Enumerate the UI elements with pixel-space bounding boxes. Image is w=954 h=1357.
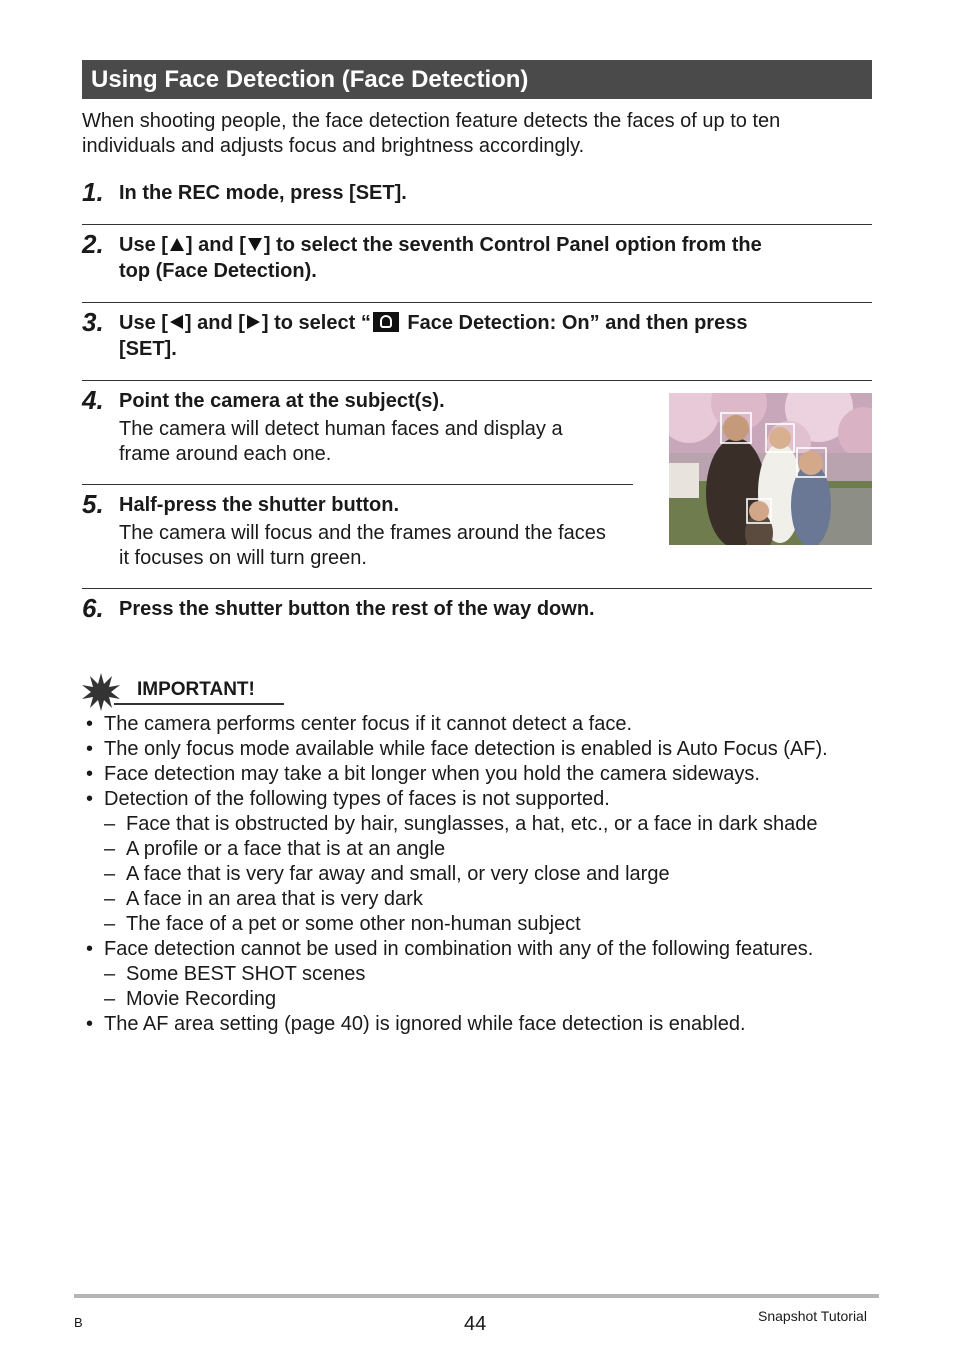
step-5-body-line2: it focuses on will turn green. <box>119 547 367 569</box>
step-6-number: 6. <box>82 593 104 623</box>
sub-list-item: – A face that is very far away and small, or very close and large <box>86 862 886 887</box>
step-6-text: Press the shutter button the rest of the way down. <box>119 598 595 620</box>
photo-illustration <box>669 393 872 545</box>
list-item: • The only focus mode available while face detection is enabled is Auto Focus (AF). <box>86 737 886 762</box>
list-item: • Face detection may take a bit longer when you hold the camera sideways. <box>86 762 886 787</box>
divider <box>82 224 872 225</box>
step-4-body-line1: The camera will detect human faces and display a <box>119 418 563 440</box>
important-underline <box>114 703 284 705</box>
step-5-text: Half-press the shutter button. <box>119 494 400 516</box>
step-3-text-a: Use [ <box>119 312 168 334</box>
section-title: Using Face Detection (Face Detection) <box>82 60 872 99</box>
face-detection-icon <box>373 312 399 332</box>
step-3-text <box>119 310 747 336</box>
footer-section-name: Snapshot Tutorial <box>758 1308 867 1324</box>
footer-language-code: B <box>74 1315 83 1330</box>
list-item: • Face detection cannot be used in combination with any of the following features. <box>86 937 886 962</box>
step-3-text-d: Face Detection: On” and then press <box>401 312 748 334</box>
face-detection-example-photo <box>669 393 872 545</box>
sub-list-item: – Movie Recording <box>86 987 886 1012</box>
step-3-number: 3. <box>82 307 104 337</box>
divider <box>82 380 872 381</box>
divider <box>82 588 872 589</box>
step-5-number: 5. <box>82 489 104 519</box>
divider <box>82 484 633 485</box>
intro-paragraph: When shooting people, the face detection feature detects the faces of up to ten individuals and adjusts focus and brightness accordingly. <box>82 110 781 157</box>
step-4-body-line2: frame around each one. <box>119 443 332 465</box>
sub-list-item: – A face in an area that is very dark <box>86 887 886 912</box>
right-arrow-icon <box>247 315 260 329</box>
list-item: • Detection of the following types of faces is not supported. <box>86 787 886 812</box>
left-arrow-icon <box>170 315 183 329</box>
down-arrow-icon <box>248 238 262 251</box>
step-2-text-c: ] to select the seventh Control Panel option from the <box>263 234 762 256</box>
list-item: • The AF area setting (page 40) is ignored while face detection is enabled. <box>86 1012 886 1037</box>
up-arrow-icon <box>170 238 184 251</box>
step-2-text-a: Use [ <box>119 234 168 256</box>
step-3-text-line2: [SET]. <box>119 338 177 360</box>
step-2-text <box>119 232 762 258</box>
page-number: 44 <box>464 1313 487 1335</box>
list-item: • The camera performs center focus if it cannot detect a face. <box>86 712 886 737</box>
footer-rule <box>74 1294 879 1298</box>
sub-list-item: – A profile or a face that is at an angle <box>86 837 886 862</box>
step-2-text-line2: top (Face Detection). <box>119 260 317 282</box>
step-1-number: 1. <box>82 177 104 207</box>
sub-list-item: – The face of a pet or some other non-human subject <box>86 912 886 937</box>
step-2-number: 2. <box>82 229 104 259</box>
step-2-text-b: ] and [ <box>185 234 246 256</box>
step-3-text-b: ] and [ <box>184 312 245 334</box>
step-4-text: Point the camera at the subject(s). <box>119 390 445 412</box>
step-4-number: 4. <box>82 385 104 415</box>
sub-list-item: – Some BEST SHOT scenes <box>86 962 886 987</box>
important-burst-icon <box>82 673 120 711</box>
divider <box>82 302 872 303</box>
step-3-text-c: ] to select “ <box>261 312 371 334</box>
important-list <box>86 712 886 1037</box>
step-1-text: In the REC mode, press [SET]. <box>119 182 407 204</box>
step-5-body-line1: The camera will focus and the frames around the faces <box>119 522 606 544</box>
sub-list-item: – Face that is obstructed by hair, sunglasses, a hat, etc., or a face in dark shade <box>86 812 886 837</box>
important-heading: IMPORTANT! <box>137 679 255 700</box>
